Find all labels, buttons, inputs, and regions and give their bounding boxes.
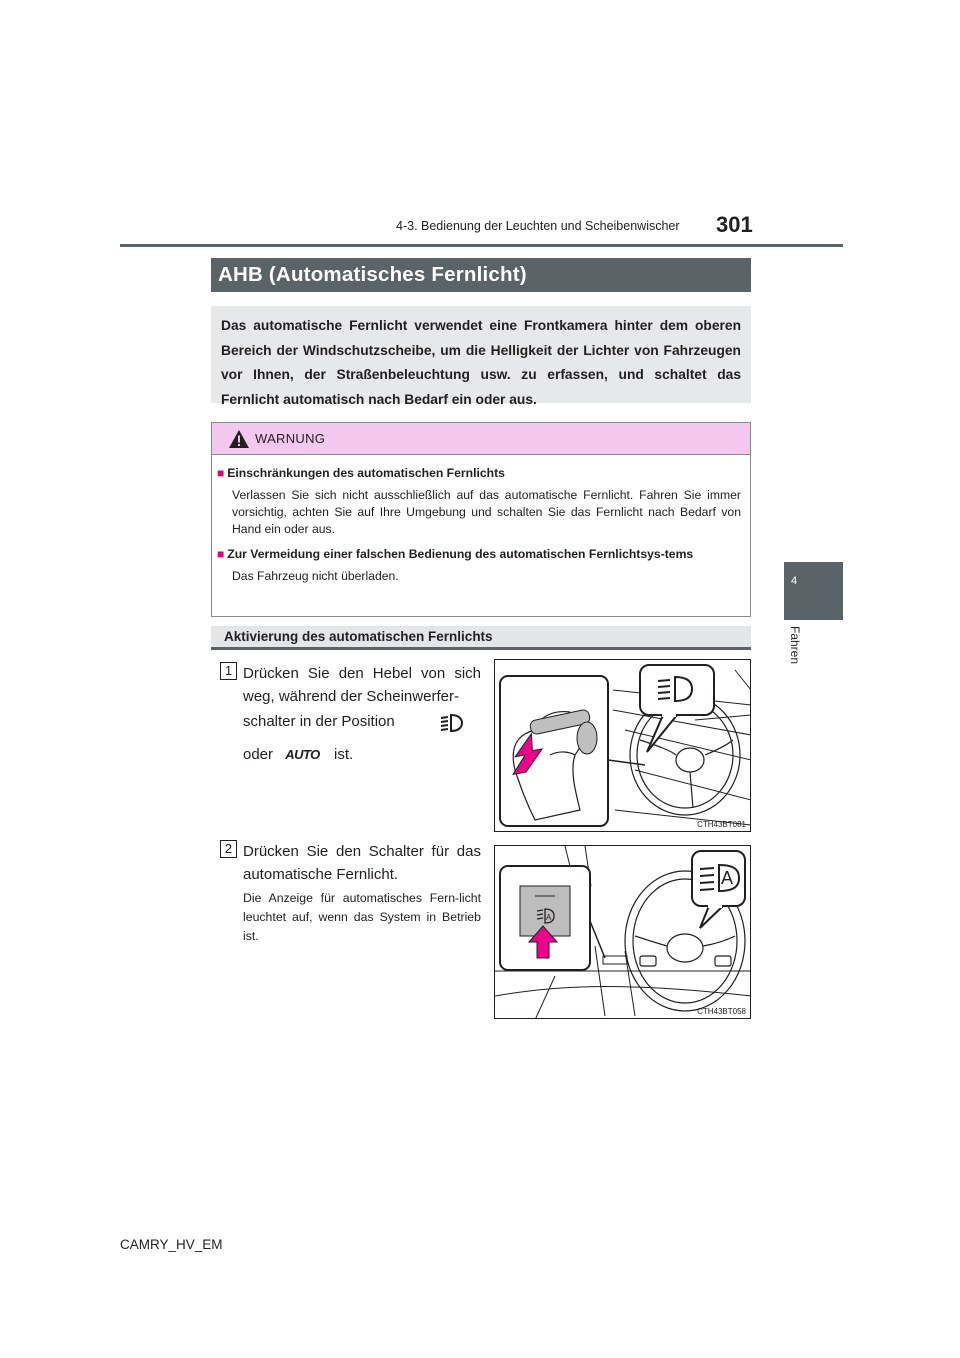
- page-number: 301: [716, 212, 753, 237]
- intro-box: [211, 306, 751, 407]
- figure-switch: [494, 845, 751, 1019]
- warning-item-title: Einschränkungen des automatischen Fernlichts: [227, 466, 505, 480]
- subsection-heading: Aktivierung des automatischen Fernlichts: [211, 626, 751, 650]
- intro-text: Das automatische Fernlicht verwendet eine Frontkamera hinter dem oberen Bereich der Windschutzscheibe, um die Helligkeit der Lichter von Fahrzeugen vor Ihnen, der Straßenbeleuchtung usw. zu erfassen, und schaltet das Fernlicht automatisch nach Bedarf ein oder aus.: [221, 318, 741, 407]
- step-note: Die Anzeige für automatisches Fern-licht leuchtet auf, wenn das System in Betrieb ist.: [243, 891, 481, 943]
- warning-title: WARNUNG: [255, 431, 326, 446]
- svg-text:A: A: [721, 868, 734, 888]
- bullet-square-icon: ■: [217, 547, 225, 561]
- step-text: Drücken Sie den Schalter für das automatische Fernlicht.: [243, 843, 481, 883]
- warning-item: [217, 465, 741, 538]
- header-divider: [120, 244, 843, 247]
- warning-box: [211, 422, 751, 617]
- step-text-continued: schalter in der Position: [243, 713, 395, 730]
- step-text: Drücken Sie den Hebel von sich weg, während der Scheinwerfer-: [243, 665, 481, 705]
- chapter-tab: [784, 562, 843, 620]
- warning-header: [212, 423, 750, 455]
- warning-item-heading: [217, 546, 741, 563]
- chapter-tab-label: Fahren: [788, 626, 802, 665]
- switch-illustration: [495, 846, 751, 1019]
- figure-lever: [494, 659, 751, 832]
- figure-code: CTH43BT081: [697, 820, 746, 829]
- warning-item-text: Verlassen Sie sich nicht ausschließlich auf das automatische Fernlicht. Fahren Sie immer vorsichtig, achten Sie auf Ihre Umgebung und schalten Sie das Fernlicht nach Bedarf von Hand ein oder aus.: [232, 488, 741, 536]
- bullet-square-icon: ■: [217, 466, 225, 480]
- figure-code: CTH43BT058: [697, 1007, 746, 1016]
- step-number: 1: [220, 662, 237, 680]
- auto-badge: AUTO: [285, 747, 320, 762]
- headlight-icon: [438, 712, 464, 734]
- model-code: CAMRY_HV_EM: [120, 1237, 223, 1252]
- page-title: AHB (Automatisches Fernlicht): [211, 258, 751, 292]
- warning-item-title: Zur Vermeidung einer falschen Bedienung des automatischen Fernlichtsys-tems: [227, 547, 694, 561]
- step-text-continued: [243, 746, 353, 763]
- step-text-or: oder: [243, 746, 274, 763]
- section-header: 4-3. Bedienung der Leuchten und Scheibenwischer: [396, 219, 680, 233]
- chapter-tab-number: 4: [791, 575, 798, 587]
- lever-illustration: [495, 660, 751, 832]
- warning-item-text: Das Fahrzeug nicht überladen.: [232, 569, 399, 583]
- warning-triangle-icon: [228, 429, 250, 449]
- warning-item: [217, 546, 741, 585]
- svg-text:A: A: [546, 913, 552, 922]
- step-text-end: ist.: [333, 746, 354, 763]
- step-number: 2: [220, 840, 237, 858]
- warning-body: [212, 455, 750, 585]
- warning-item-heading: [217, 465, 741, 482]
